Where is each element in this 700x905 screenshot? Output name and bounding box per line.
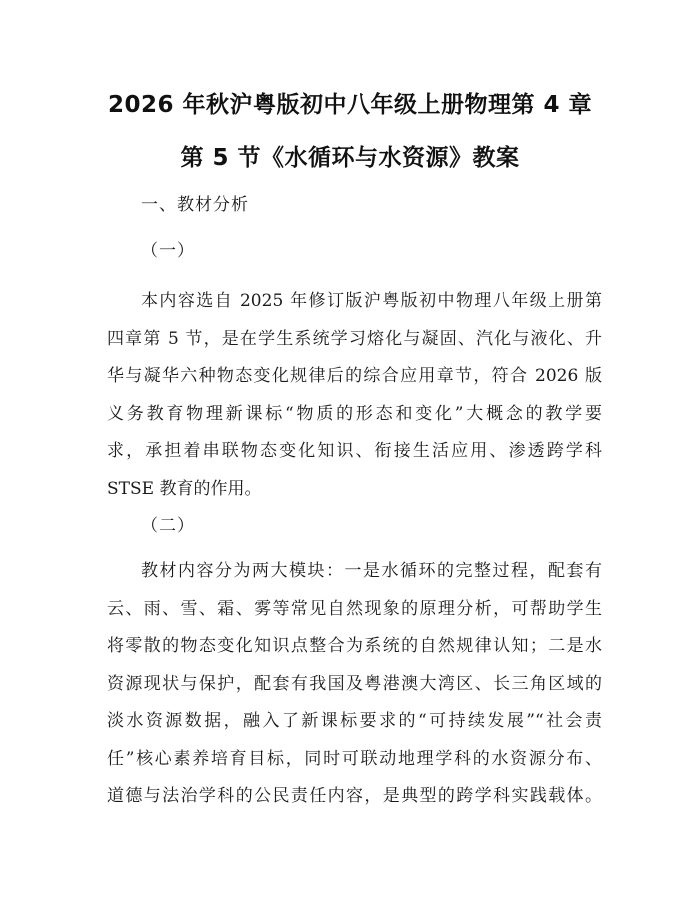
- paragraph-line: 四章第 5 节，是在学生系统学习熔化与凝固、汽化与液化、升: [107, 328, 602, 349]
- paragraph-line: 华与凝华六种物态变化规律后的综合应用章节，符合 2026 版: [107, 366, 602, 386]
- paragraph-2: [107, 553, 602, 816]
- document-title-line-2: 第 5 节《水循环与水资源》教案: [180, 145, 520, 171]
- subsection-label-1: （一）: [141, 241, 195, 261]
- paragraph-line: 道德与法治学科的公民责任内容，是典型的跨学科实践载体。: [107, 786, 602, 806]
- section-heading: 一、教材分析: [141, 195, 249, 215]
- paragraph-line: 义务教育物理新课标“物质的形态和变化”大概念的教学要: [107, 403, 602, 424]
- paragraph-line: 求，承担着串联物态变化知识、衔接生活应用、渗透跨学科: [107, 441, 602, 461]
- paragraph-line: 任”核心素养培育目标，同时可联动地理学科的水资源分布、: [107, 748, 602, 769]
- paragraph-line: 淡水资源数据，融入了新课标要求的“可持续发展”“社会责: [107, 711, 602, 731]
- document-title-line-1: 2026 年秋沪粤版初中八年级上册物理第 4 章: [107, 92, 593, 118]
- paragraph-line: STSE 教育的作用。: [107, 478, 262, 499]
- paragraph-1: [107, 283, 602, 508]
- paragraph-line: 教材内容分为两大模块：一是水循环的完整过程，配套有: [141, 561, 602, 581]
- subsection-label-2: （二）: [141, 516, 195, 536]
- paragraph-line: 本内容选自 2025 年修订版沪粤版初中物理八年级上册第: [141, 291, 602, 311]
- paragraph-line: 资源现状与保护，配套有我国及粤港澳大湾区、长三角区域的: [107, 673, 602, 694]
- paragraph-line: 云、雨、雪、霜、雾等常见自然现象的原理分析，可帮助学生: [107, 598, 602, 619]
- paragraph-line: 将零散的物态变化知识点整合为系统的自然规律认知；二是水: [107, 636, 602, 656]
